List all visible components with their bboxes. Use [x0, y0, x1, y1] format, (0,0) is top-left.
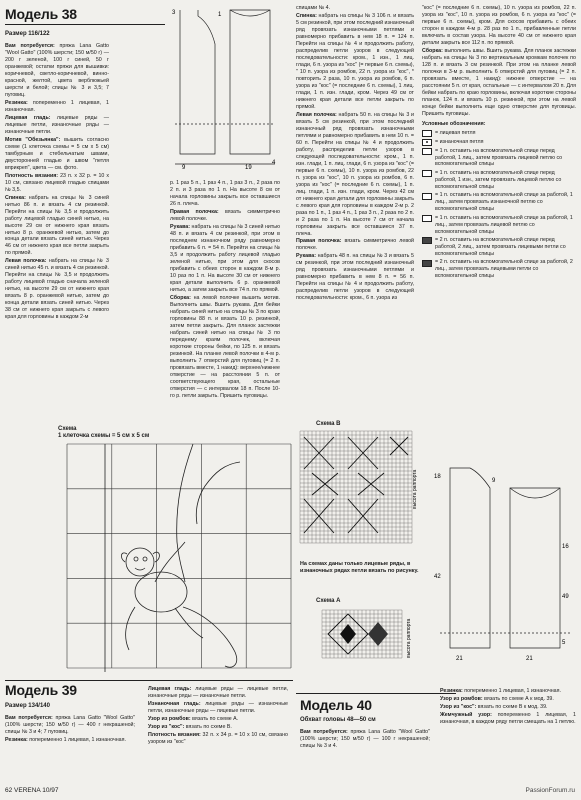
paragraph-text: 23 п. х 32 р. = 10 х 10 см, связано лицевой гладью спицами № 3,5.	[5, 172, 109, 193]
cross-stitch-icon	[422, 215, 432, 222]
empty-stitch-icon	[422, 130, 432, 137]
model-38-column-1	[5, 28, 109, 443]
model-38-column-4	[422, 5, 576, 445]
model-38-text-4	[422, 5, 576, 118]
model-38-text-2	[170, 180, 280, 400]
paragraph-heading: Лицевая гладь:	[5, 114, 51, 121]
paragraph-text: "кос" (= последние 6 п. схемы), 10 п. узора из ромбов, 22 п. узора из "кос", 10 п. узора из ромбов, 6 п. узора из "кос" (= первые 6 п. схемы), кром. Для скосов прибавить с обеих сторон в каждом 4-м р. 28 раз по 1 п., прибавленные петли включать в состав узора. На высоте 40 см от нижнего края детали закрыть все 112 п. по прямой.	[422, 5, 576, 46]
cross-stitch-icon	[422, 170, 432, 177]
paragraph-heading: Плотность вязания:	[5, 172, 59, 179]
paragraph-text: выполнить швы. Вшить рукава. Для планок застежки набрать на спицы № 3 по вертикальным кромкам полочек по 128 п. и вязать 3 см резинкой. При этом на планке левой полочки в 3-м р. выполнить 6 отверстий для пуговиц (= 2 п. провязать вместе, 1 накид): нижнее отверстие — на расстоянии 5 п. от края, остальные — с интервалом 20 п. Для бейки набрать по краю горловины, включая короткие стороны планок, 124 п. и вязать 10 р. резинкой, при этом на левой конце бейки выполнить еще одно отверстие для пуговицы. Пришить пуговицы.	[422, 47, 576, 117]
paragraph	[422, 48, 576, 118]
title-underline	[5, 24, 165, 25]
paragraph-text: набрать на спицы № 3 синей нитью 86 п. и вязать 4 см резинкой. Перейти на спицы № 3,5 и продолжить работу лицевой гладью синей нитью, на высоте 29 см от нижнего края вязать нитью 8 р. оранжевой нитью, затем до конца детали вязать синей нитью. Через 46 см от нижнего края все петли закрыть по прямой.	[5, 194, 109, 257]
paragraph	[5, 715, 135, 736]
paragraph	[296, 253, 414, 302]
legend-text: = 2 п. оставить на вспомогательной спице перед работой, 2 лиц., затем провязать лицевыми петли со вспомогательной спицы	[435, 236, 566, 257]
paragraph-text: набрать 50 п. на спицы № 3 и вязать 5 см резинкой, при этом последний изнаночный ряд провязать изнаночными петлями и равномерно прибавить в нем 10 п. = 60 п. Перейти на спицы № 4 и продолжить работу, распределив петли узоров в следующей последовательности: кром., 1 п. изн. глади, 1 п. лиц. глади, 6 п. узора из "кос" (= первые 6 п. схемы), 10 п. узора из ромбов, 22 п. узора из "кос", 10 п. узора из ромбов, 6 п. узора из "кос" (= последние 6 п. схемы), 1 п. лиц. глади, 1 п. изн. глади, кром. Через 42 см от нижнего края детали для горловины закрыть с левого края для горловины в каждом 2-м р. 2 раза по 1 п., 1 раз 4 п., 1 раз 3 п., 2 раза по 2 п. и 2 раза по 1 п. На высоте 7 см от начала горловины закрыть все оставшиеся 37 п. плеча.	[296, 111, 414, 237]
paragraph-heading: Сборка:	[422, 47, 443, 54]
paragraph-heading: Вам потребуется:	[300, 728, 348, 735]
paragraph-text: пряжа Lana Gatto "Wool Gatto" (100% шерсти; 150 м/50 г) — 100 г некрашеной; спицы № 3 и 4.	[300, 728, 430, 749]
paragraph	[440, 712, 576, 726]
paragraph-text: лицевые ряды — лицевые петли, изнаночные ряды — изнаночные петли.	[5, 114, 109, 135]
pattern-sketch-back-front	[170, 4, 285, 174]
dim-label: 9	[182, 165, 186, 171]
paragraph	[296, 5, 414, 12]
dim-label: 18	[434, 474, 441, 480]
paragraph-heading: Узор из ромбов:	[440, 695, 483, 702]
paragraph	[296, 13, 414, 111]
paragraph-heading: Резинка:	[5, 736, 28, 743]
rapport-label: высота раппорта	[406, 618, 412, 658]
paragraph	[5, 195, 109, 258]
paragraph	[5, 43, 109, 99]
model-40-column-2	[440, 688, 576, 782]
model-39-text-2	[148, 686, 288, 746]
paragraph-text: вышить согласно схеме (1 клеточка схемы = 5 см х 5 см) тамбурным и стебельчатым швами, двусторонней гладью и швом "петля вприкреп", цвета — см. фото.	[5, 136, 109, 171]
model-39-text-1	[5, 715, 135, 744]
model-40-text-1	[300, 729, 430, 750]
paragraph-heading: Левая полочка:	[5, 258, 47, 265]
legend-item	[422, 130, 576, 138]
paragraph	[170, 224, 280, 294]
paragraph-text: пряжа Lana Gatto "Wool Gatto" (100% шерсти; 150 м/50 г) — 200 г зеленой, 100 г синей, 50 г оранжевой; остатки пряжи для вышивки: коричневой, светло-коричневой, винно-красной, желтой, цвета верблюжьей шерсти и белой; спицы № 3 и 3,5; 7 пуговиц.	[5, 42, 109, 98]
dim-label: 3	[172, 10, 176, 16]
paragraph-text: попеременно 1 лицевая, 1 изнаночная.	[27, 736, 126, 743]
paragraph	[148, 732, 288, 746]
paragraph-text: 32 п. х 34 р. = 10 х 10 см, связано узором из "кос"	[148, 731, 288, 745]
legend-item	[422, 237, 576, 258]
paragraph	[148, 701, 288, 715]
paragraph	[5, 115, 109, 136]
paragraph-text: вязать по схеме В.	[184, 723, 232, 730]
scheme-label: Схема	[58, 426, 77, 432]
paragraph-heading: Узор из ромбов:	[148, 715, 191, 722]
paragraph-text: набрать на спицы № 3 синей нитью 45 п. и вязать 4 см резинкой. Перейти на спицы № 3,5 и продолжить работу лицевой гладью сначала зеленой нитью, на высоте 29 см от нижнего края вязать 8 р. оранжевой нитью, затем до конца детали вязать синей нитью. Через 38 см от нижнего края закрыть с левого края для горловины в каждом 2-м	[5, 258, 109, 321]
model-38-text-3	[296, 5, 414, 302]
model-40-column-1	[300, 714, 430, 786]
monkey-embroidery-grid	[65, 442, 293, 674]
paragraph-heading: Вам потребуется:	[5, 42, 55, 49]
paragraph-text: пряжа Lana Gatto "Wool Gatto" (100% шерсти; 150 м/50 г) — 400 г некрашеной; спицы № 3 и 4; 7 пуговиц.	[5, 714, 135, 735]
paragraph-heading: Узор из "кос":	[148, 723, 185, 730]
paragraph-heading: Резинка:	[5, 99, 28, 106]
paragraph-text: попеременно 1 лицевая, 1 изнаночная.	[462, 688, 561, 694]
paragraph	[170, 180, 280, 208]
paragraph-text: вязать по схеме А.	[190, 715, 239, 722]
paragraph-text: набрать 48 п. на спицы № 3 и вязать 5 см резинкой, при этом последний изнаночный ряд провязать изнаночными петлями и равномерно прибавить в нем 8 п. = 56 п. Перейти на спицы № 4 и продолжить работу, распределив петли узоров в следующей последовательности: кром., 6 п. узора из	[296, 253, 414, 302]
legend-text: = 2 п. оставить на вспомогательной спице за работой, 2 лиц., затем провязать лицевыми петли со вспомогательной спицы	[435, 259, 573, 280]
model-40-title: Модель 40	[300, 697, 372, 713]
paragraph	[440, 688, 576, 695]
legend-text: = 1 п. оставить на вспомогательной спице перед работой, 1 лиц., затем провязать лицевой петлю со вспомогательной спицы	[435, 147, 563, 168]
model-38-column-3	[296, 5, 414, 370]
cross-stitch-icon	[422, 193, 432, 200]
scheme-a-chart	[318, 606, 418, 664]
paragraph-heading: Спинка:	[296, 12, 317, 19]
monkey-drawing-icon	[105, 444, 240, 672]
paragraph-text: лицевые ряды — лицевые петли, изнаночные ряды — изнаночные петли.	[148, 686, 288, 699]
dim-label: 21	[456, 656, 463, 662]
model-39-column-2	[148, 686, 288, 786]
dim-label: 49	[562, 594, 569, 600]
paragraph	[148, 716, 288, 723]
paragraph-heading: Плотность вязания:	[148, 731, 201, 738]
paragraph-text: р. 1 раз 5 п., 1 раз 4 п., 1 раз 3 п., 2 раза по 2 п. и 3 раза по 1 п. На высоте 8 см от начала горловины закрыть все оставшиеся 26 п. плеча.	[170, 180, 280, 207]
model-38-text-1	[5, 43, 109, 321]
paragraph	[296, 112, 414, 238]
paragraph-heading: Рукава:	[296, 253, 316, 260]
dim-label: 1	[218, 12, 222, 18]
paragraph-text: вязать симметрично левой полочке.	[296, 238, 414, 252]
legend-list	[422, 130, 576, 280]
dim-label: 21	[526, 656, 533, 662]
model-39-size: Размер 134/140	[5, 703, 50, 709]
legend-text: = лицевая петля	[435, 129, 476, 136]
model-40-text-2	[440, 688, 576, 726]
dim-label: 16	[562, 544, 569, 550]
model-38-column-2	[170, 180, 280, 420]
dash-stitch-icon	[422, 139, 432, 146]
paragraph	[440, 704, 576, 711]
paragraph-text: вязать симметрично левой полочке.	[170, 208, 280, 222]
legend-item	[422, 170, 576, 191]
paragraph-heading: Правая полочка:	[170, 208, 219, 215]
paragraph-text: вязать по схеме А к мод. 39.	[482, 695, 554, 702]
paragraph-heading: Резинка:	[440, 688, 463, 694]
model-38-title: Модель 38	[5, 6, 77, 22]
rapport-label: высота раппорта	[412, 469, 418, 509]
section-divider	[5, 680, 293, 681]
watermark: PassionForum.ru	[525, 787, 575, 795]
model-39-column-1	[5, 700, 135, 788]
paragraph-text: набрать на спицы № 3 синей нитью 48 п. и вязать 4 см резинкой, при этом в последнем изнаночном ряду равномерно прибавить 6 п. = 54 п. Перейти на спицы № 3,5 и продолжить работу лицевой гладью зеленой нитью, при этом для скосов прибавить с обеих сторон в каждом 8-м р. 10 раз по 1 п. На высоте 30 см от нижнего края детали выполнить 6 р. оранжевой нитью, а затем закрыть все 74 п. по прямой.	[170, 223, 280, 293]
paragraph-text: попеременно 1 лицевая, 1 изнаночная.	[5, 99, 109, 113]
cross-stitch-icon	[422, 148, 432, 155]
model-39-title: Модель 39	[5, 682, 77, 698]
paragraph	[5, 100, 109, 114]
paragraph-heading: Изнаночная гладь:	[148, 700, 201, 707]
legend-item	[422, 148, 576, 169]
paragraph-heading: Сборка:	[170, 294, 191, 301]
section-divider	[296, 693, 456, 694]
legend-title: Условные обозначения:	[422, 120, 486, 127]
paragraph	[148, 686, 288, 700]
scheme-b-chart	[298, 429, 426, 559]
legend-item	[422, 259, 576, 280]
legend-text: = изнаночная петля	[435, 138, 484, 145]
legend-text: = 1 п. оставить на вспомогательной спице за работой, 1 лиц., затем провязать лицевой петлю со вспомогательной спицы	[435, 214, 573, 235]
dim-label: 4	[272, 160, 276, 166]
paragraph-heading: Левая полочка:	[296, 111, 337, 118]
paragraph-text: попеременно 1 лицевая, 1 изнаночная, в каждом ряду петли смещать на 1 петлю.	[440, 711, 576, 725]
paragraph-heading: Спинка:	[5, 194, 26, 201]
dim-label: 9	[492, 478, 496, 484]
dim-label: 5	[562, 640, 566, 646]
paragraph-heading: Лицевая гладь:	[148, 686, 192, 692]
paragraph-text: набрать на спицы № 3 106 п. и вязать 5 см резинкой, при этом последний изнаночный ряд провязать изнаночными петлями и равномерно прибавить в нем 18 п. = 124 п. Перейти на спицы № 4 и продолжить работу, распределив петли узоров в следующей последовательности: кром., 1 изн., 1 лиц. глади, 6 п. узора из "кос" (= первые 6 п. схемы), " 10 п. узора из ромбов, 22 п. узора из "кос", * повторить 2 раза, 10 п. узора из ромбов, 6 п. узора из "кос" (= последние 6 п. схемы), 1 лиц. глади, 1 п. изн. глади, кром. Через 49 см от нижнего края детали все петли закрыть по прямой.	[296, 12, 414, 110]
paragraph	[5, 258, 109, 321]
paragraph	[5, 137, 109, 172]
legend-text: = 1 п. оставить на вспомогательной спице за работой, 1 лиц., затем провязать изнаночной петлю со вспомогательной спицы	[435, 192, 573, 213]
paragraph	[5, 173, 109, 194]
paragraph-heading: Вам потребуется:	[5, 714, 53, 721]
paragraph	[300, 729, 430, 750]
legend-item	[422, 192, 576, 213]
page-footer: 62 VERENA 10/97	[5, 787, 59, 795]
paragraph-heading: Правая полочка:	[296, 238, 342, 245]
paragraph	[148, 724, 288, 731]
model-38-size: Размер 116/122	[5, 31, 50, 37]
paragraph	[5, 737, 135, 744]
dim-label: 19	[245, 165, 252, 171]
scheme-caption: 1 клеточка схемы = 5 см х 5 см	[58, 433, 150, 439]
legend-text: = 1 п. оставить на вспомогательной спице перед работой, 1 изн., затем провязать лицевой петлю со вспомогательной спицы	[435, 169, 562, 190]
scheme-note: На схемах даны только лицевые ряды, в изнаночных рядах петли вязать по рисунку.	[300, 561, 419, 575]
paragraph-text: спицами № 4.	[296, 5, 331, 11]
paragraph-text: лицевые ряды — изнаночные петли, изнаночные ряды — лицевые петли.	[148, 700, 288, 714]
paragraph-heading: Рукава:	[170, 223, 190, 230]
model-40-size: Обхват головы 48—50 см	[300, 717, 376, 723]
paragraph	[440, 696, 576, 703]
dark-stitch-icon	[422, 237, 432, 244]
dark-stitch-icon	[422, 260, 432, 267]
paragraph-text: вязать по схеме В к мод. 39.	[476, 703, 548, 710]
paragraph	[170, 209, 280, 223]
legend-item	[422, 215, 576, 236]
pattern-sketch-model-39	[430, 448, 578, 688]
paragraph	[296, 238, 414, 252]
paragraph-heading: Жемчужный узор:	[440, 711, 492, 718]
paragraph-text: на левой полочке вышить мотив. Выполнить швы. Вшить рукава. Для бейки набрать синей нитью на спицы № 3 по краю горловины 88 п. и вязать 10 р. резинкой, затем петли закрыть. Для планок застежки набрать синей нитью на спицы № 3 по переднему краям полочек, включая короткие стороны бейки, по 125 п. и вязать резинкой. На планке левой полочки в 4-м р. выполнить 7 отверстий для пуговиц (= 2 п. провязать вместе, 1 накид): верхнее/нижнее отверстие — на расстоянии 5 п. от соответствующего края, остальные отверстия — с интервалом 18 п. После 10-го р. петли закрыть. Пришить пуговицы.	[170, 294, 280, 399]
paragraph-heading: Мотив "Обезьянка":	[5, 136, 61, 143]
paragraph-heading: Узор из "кос":	[440, 703, 477, 710]
dim-label: 42	[434, 574, 441, 580]
scheme-a-label: Схема А	[316, 598, 341, 604]
scheme-b-label: Схема В	[316, 421, 341, 427]
paragraph	[170, 295, 280, 400]
paragraph	[422, 5, 576, 47]
legend-item	[422, 139, 576, 147]
